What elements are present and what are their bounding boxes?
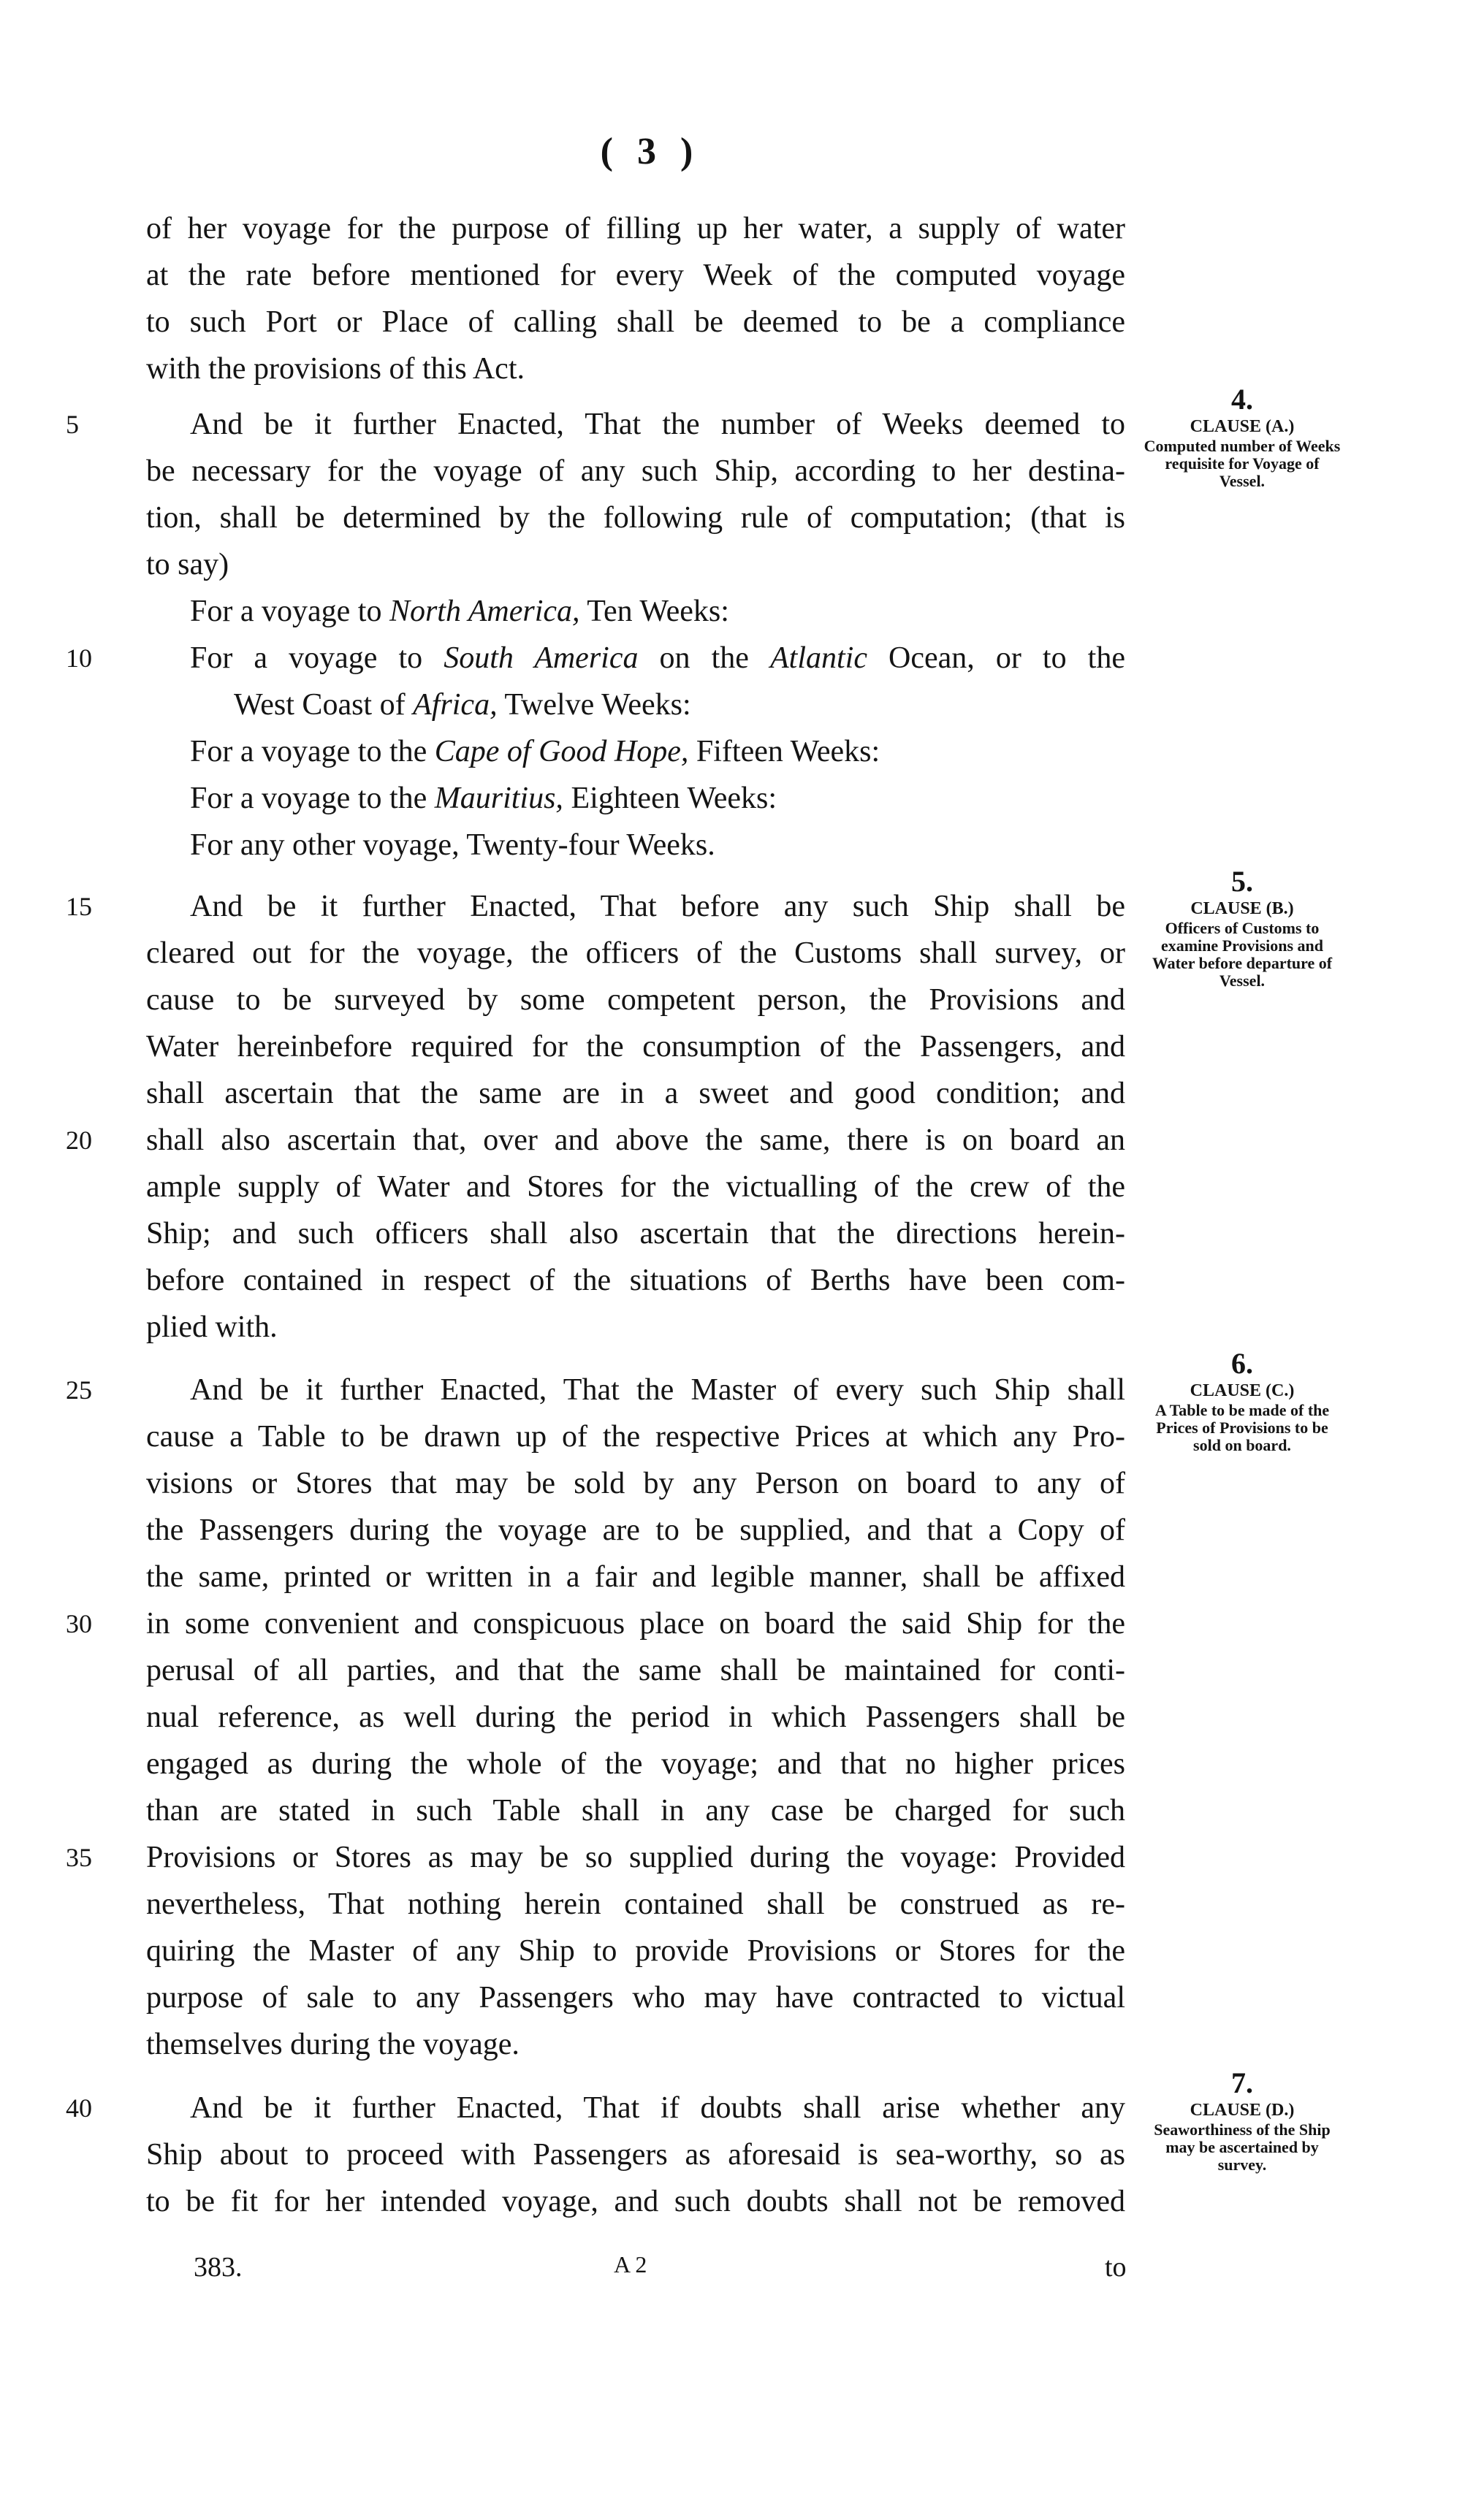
line-number: 5 <box>66 410 79 439</box>
margin-note <box>1144 866 1341 990</box>
text-line: engaged as during the whole of the voyage; and that no higher prices <box>146 1747 1125 1781</box>
page-number: ( 3 ) <box>600 131 701 172</box>
line-number: 20 <box>66 1126 92 1155</box>
margin-note <box>1144 383 1341 490</box>
margin-note-number: 5. <box>1231 865 1253 898</box>
margin-note-number: 6. <box>1231 1347 1253 1380</box>
bill-number: 383. <box>194 2252 243 2283</box>
signature-mark: A 2 <box>614 2251 647 2277</box>
margin-note <box>1144 2067 1341 2174</box>
line-number: 10 <box>66 644 92 673</box>
text-span: on the <box>638 641 770 675</box>
italic-text: Africa, <box>413 688 498 722</box>
margin-note-number: 7. <box>1231 2066 1253 2099</box>
margin-note-text: Seaworthiness of the Ship may be ascertained by survey. <box>1154 2120 1331 2174</box>
margin-note <box>1144 1348 1341 1454</box>
text-span: For a voyage to <box>190 641 444 675</box>
line-number: 35 <box>66 1843 92 1872</box>
line-number: 25 <box>66 1375 92 1405</box>
text-line: perusal of all parties, and that the same shall be maintained for conti- <box>146 1654 1125 1687</box>
text-line: And be it further Enacted, That the Master of every such Ship shall <box>190 1373 1125 1407</box>
margin-note-text: Computed number of Weeks requisite for Voyage of Vessel. <box>1144 437 1341 490</box>
text-line: to such Port or Place of calling shall be deemed to be a compliance <box>146 305 1125 339</box>
catchword: to <box>1105 2252 1127 2283</box>
text-span: West Coast of <box>234 688 414 722</box>
text-line: nual reference, as well during the period in which Passengers shall be <box>146 1700 1125 1734</box>
margin-note-clause: CLAUSE (A.) <box>1190 417 1295 436</box>
text-line: to say) <box>146 548 229 581</box>
line-number: 40 <box>66 2093 92 2123</box>
text-line: with the provisions of this Act. <box>146 352 525 386</box>
text-line: Ship about to proceed with Passengers as aforesaid is sea-worthy, so as <box>146 2138 1125 2172</box>
margin-note-clause: CLAUSE (D.) <box>1190 2101 1295 2120</box>
text-line: in some convenient and conspicuous place on board the said Ship for the <box>146 1607 1125 1641</box>
margin-note-number: 4. <box>1231 383 1253 416</box>
text-line <box>190 776 777 822</box>
text-span: Twelve Weeks: <box>497 688 691 722</box>
text-line: the Passengers during the voyage are to be supplied, and that a Copy of <box>146 1513 1125 1547</box>
text-line: than are stated in such Table shall in any case be charged for such <box>146 1794 1125 1828</box>
text-line: tion, shall be determined by the following rule of computation; (that is <box>146 501 1125 535</box>
text-line: And be it further Enacted, That before any such Ship shall be <box>190 890 1125 923</box>
text-line: ample supply of Water and Stores for the victualling of the crew of the <box>146 1170 1125 1204</box>
italic-text: Atlantic <box>770 641 867 675</box>
text-span: Ten Weeks: <box>579 595 729 628</box>
text-line: purpose of sale to any Passengers who may have contracted to victual <box>146 1981 1125 2015</box>
italic-text: South America <box>444 641 639 675</box>
text-line: And be it further Enacted, That the number of Weeks deemed to <box>190 408 1125 441</box>
text-line: shall also ascertain that, over and above the same, there is on board an <box>146 1123 1125 1157</box>
text-span: Eighteen Weeks: <box>563 782 777 815</box>
text-line <box>190 729 880 775</box>
text-line: And be it further Enacted, That if doubts shall arise whether any <box>190 2091 1125 2125</box>
text-line: at the rate before mentioned for every Week of the computed voyage <box>146 259 1125 292</box>
text-line: visions or Stores that may be sold by any Person on board to any of <box>146 1467 1125 1500</box>
text-line: cause a Table to be drawn up of the respective Prices at which any Pro- <box>146 1420 1125 1454</box>
margin-note-clause: CLAUSE (C.) <box>1190 1381 1295 1400</box>
text-line: be necessary for the voyage of any such Ship, according to her destina- <box>146 454 1125 488</box>
text-line: themselves during the voyage. <box>146 2028 520 2061</box>
text-line <box>190 589 729 635</box>
italic-text: Cape of Good Hope, <box>434 735 689 768</box>
text-line <box>234 682 691 728</box>
text-line: Provisions or Stores as may be so supplied during the voyage: Provided <box>146 1841 1125 1874</box>
italic-text: North America, <box>389 595 580 628</box>
text-line: For any other voyage, Twenty-four Weeks. <box>190 828 715 862</box>
margin-note-text: A Table to be made of the Prices of Provisions to be sold on board. <box>1154 1401 1330 1454</box>
text-line: nevertheless, That nothing herein contained shall be construed as re- <box>146 1887 1125 1921</box>
text-line: quiring the Master of any Ship to provide Provisions or Stores for the <box>146 1934 1125 1968</box>
text-span: For a voyage to the <box>190 735 435 768</box>
text-line <box>190 635 1125 681</box>
text-line: cause to be surveyed by some competent person, the Provisions and <box>146 983 1125 1017</box>
text-span: Ocean, or to the <box>867 641 1125 675</box>
line-number: 15 <box>66 892 92 921</box>
text-line: before contained in respect of the situations of Berths have been com- <box>146 1264 1125 1297</box>
text-span: For a voyage to <box>190 595 389 628</box>
text-line: plied with. <box>146 1310 278 1344</box>
text-span: Fifteen Weeks: <box>688 735 880 768</box>
text-line: Water hereinbefore required for the consumption of the Passengers, and <box>146 1030 1125 1064</box>
text-line: the same, printed or written in a fair and legible manner, shall be affixed <box>146 1560 1125 1594</box>
text-span: For a voyage to the <box>190 782 435 815</box>
text-line: Ship; and such officers shall also ascertain that the directions herein- <box>146 1217 1125 1251</box>
text-line: of her voyage for the purpose of filling up her water, a supply of water <box>146 212 1125 245</box>
text-line: shall ascertain that the same are in a sweet and good condition; and <box>146 1077 1125 1110</box>
margin-note-clause: CLAUSE (B.) <box>1190 899 1294 918</box>
text-line: cleared out for the voyage, the officers of the Customs shall survey, or <box>146 936 1125 970</box>
text-line: to be fit for her intended voyage, and such doubts shall not be removed <box>146 2185 1125 2218</box>
margin-note-text: Officers of Customs to examine Provisions and Water before departure of Vessel. <box>1152 919 1333 990</box>
line-number: 30 <box>66 1609 92 1638</box>
italic-text: Mauritius, <box>434 782 563 815</box>
